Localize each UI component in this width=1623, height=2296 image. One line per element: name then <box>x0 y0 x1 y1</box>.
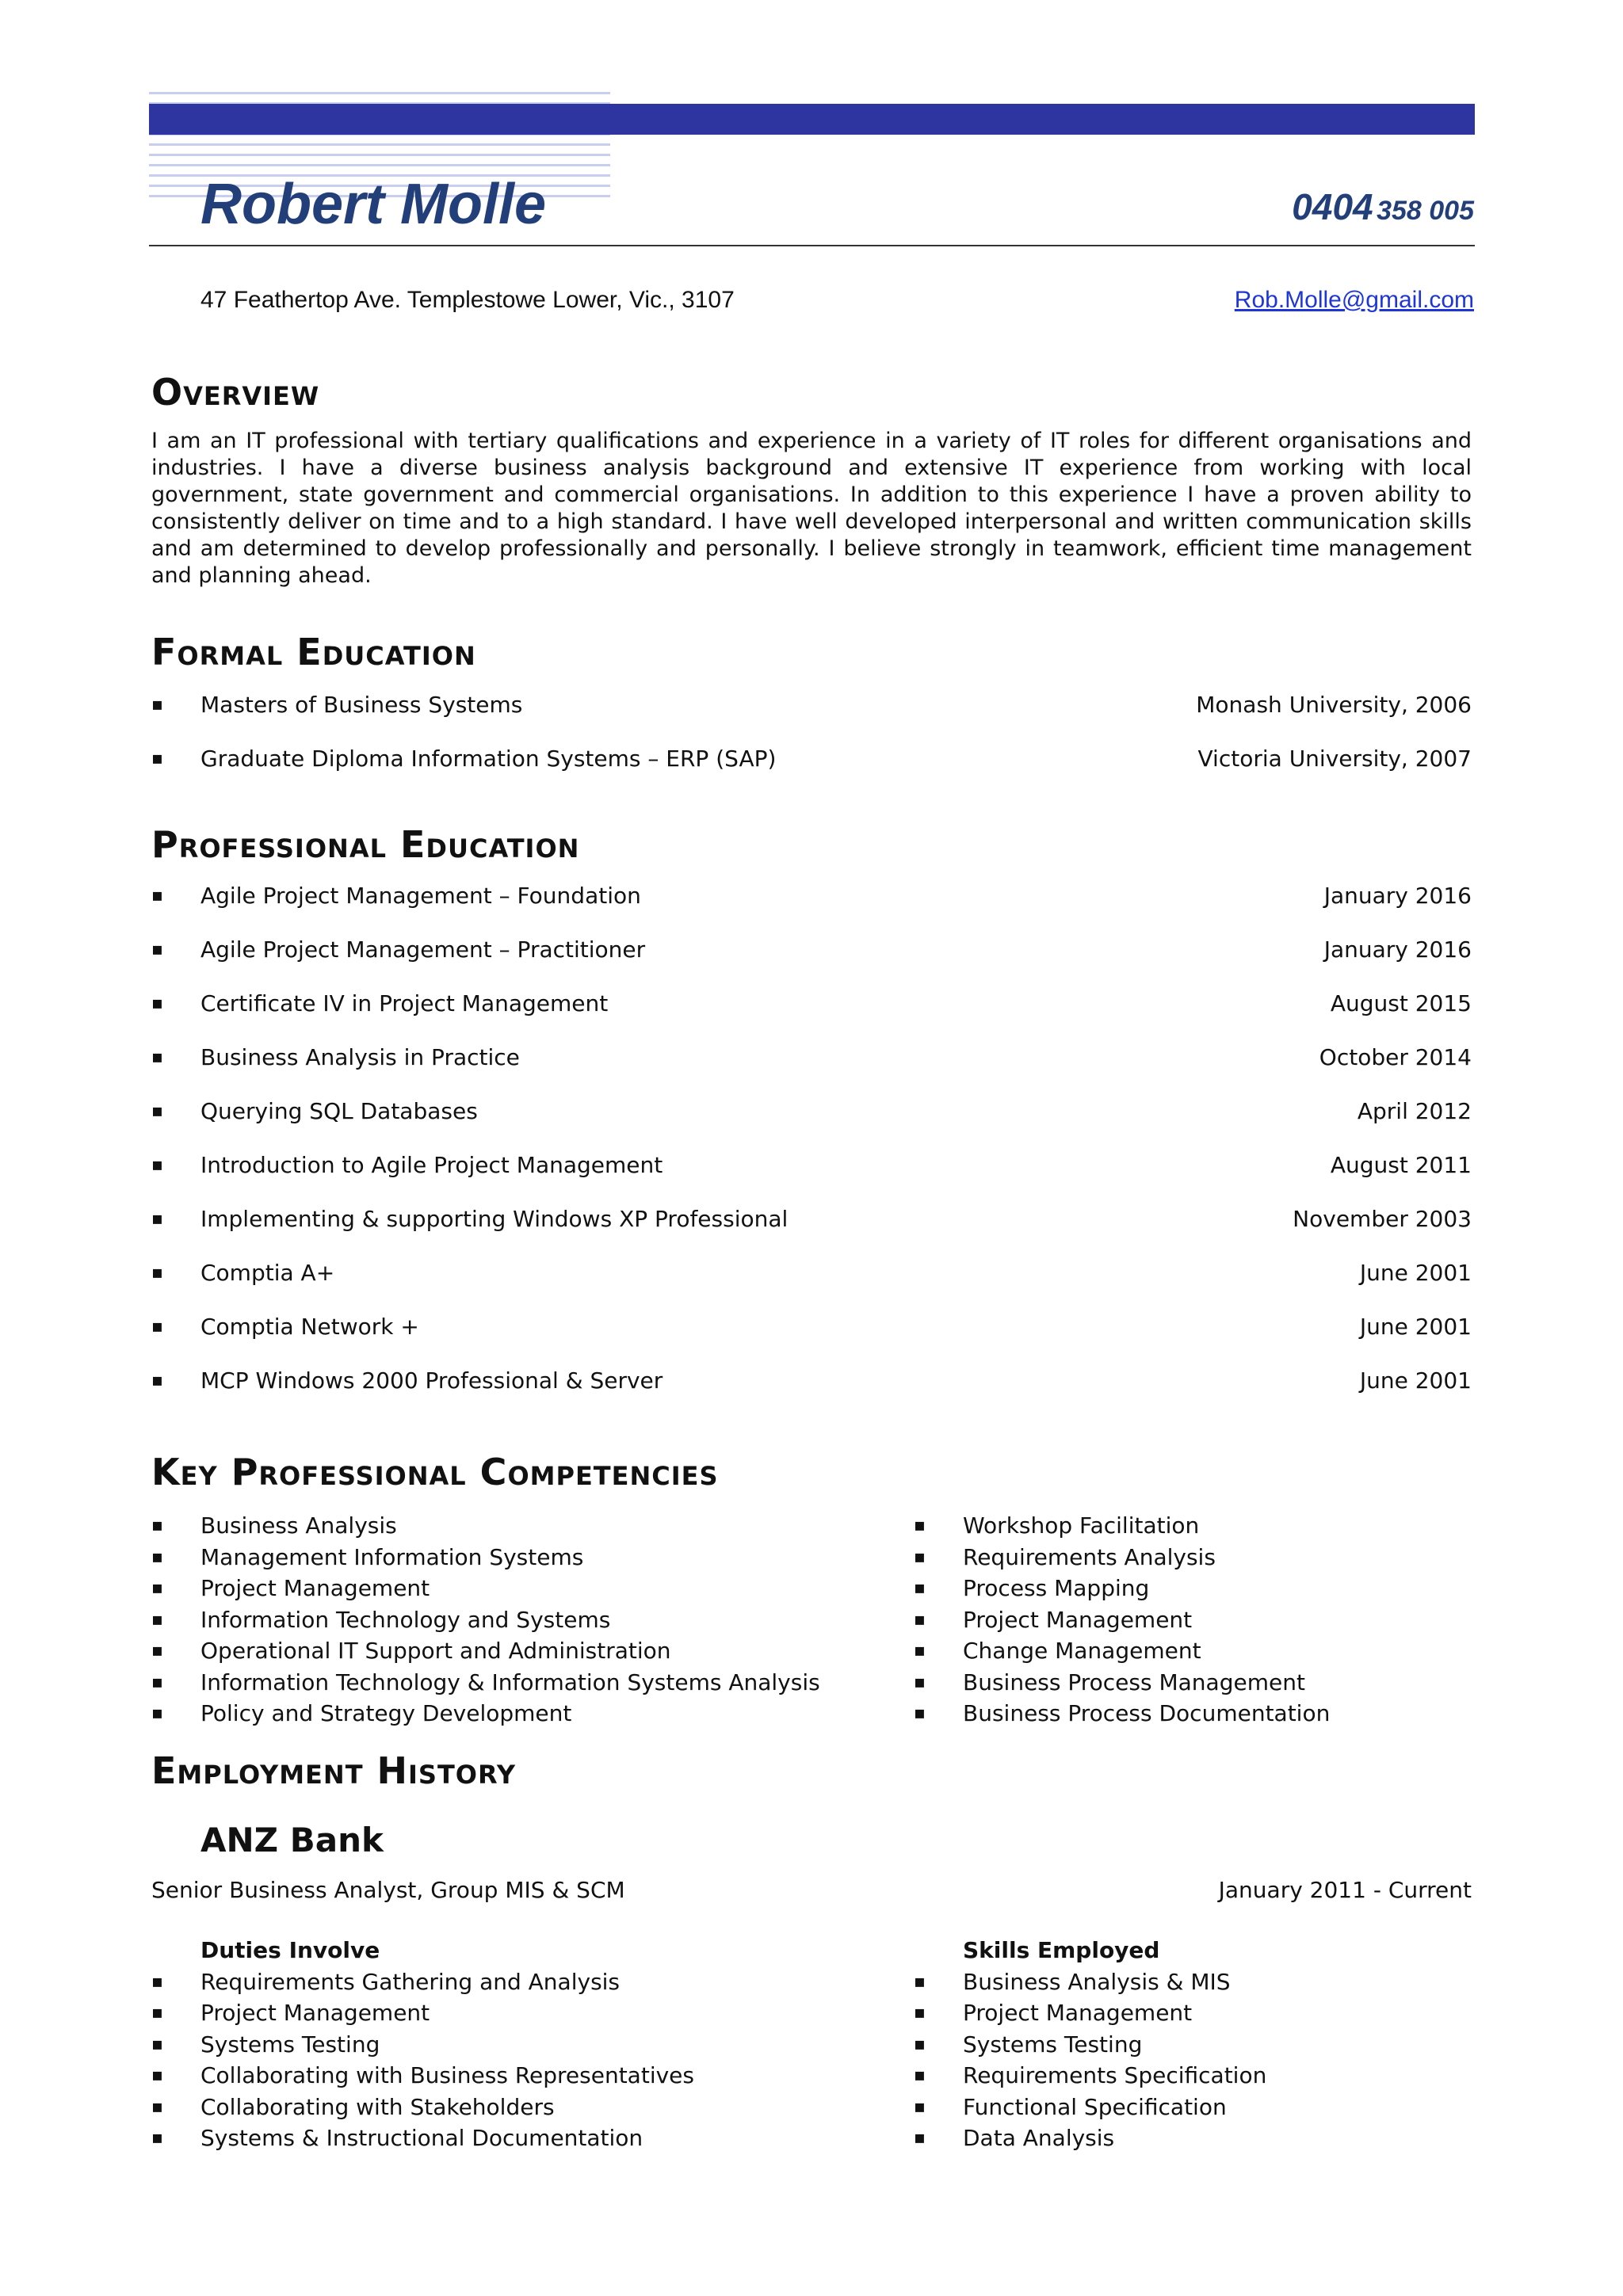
list-item <box>914 2029 1623 2061</box>
section-title-formal-education: Formal Education <box>151 631 476 673</box>
list-item <box>914 1997 1623 2029</box>
list-item <box>151 1313 1472 1341</box>
item-label: Collaborating with Business Representatives <box>200 2062 694 2088</box>
phone-rest: 358 005 <box>1377 196 1474 226</box>
list-item <box>151 2122 865 2154</box>
bullet-icon: ▪ <box>151 1971 163 1992</box>
bullet-icon: ▪ <box>151 1101 163 1121</box>
bullet-icon: ▪ <box>914 1672 926 1692</box>
bullet-icon: ▪ <box>914 2096 926 2117</box>
skills-column <box>914 1935 1623 2154</box>
bullet-icon: ▪ <box>151 2128 163 2148</box>
duties-heading: Duties Involve <box>200 1937 380 1963</box>
list-item <box>914 1573 1623 1604</box>
item-label: Requirements Analysis <box>963 1543 1216 1570</box>
list-item <box>151 1510 865 1542</box>
list-item <box>151 2092 865 2123</box>
competencies-left-column <box>151 1510 865 1730</box>
list-item <box>151 990 1472 1018</box>
item-label: Management Information Systems <box>200 1543 584 1570</box>
item-label: MCP Windows 2000 Professional & Server <box>200 1367 663 1394</box>
item-date: June 2001 <box>1359 1314 1472 1340</box>
item-label: Information Technology and Systems <box>200 1606 611 1633</box>
item-date: Victoria University, 2007 <box>1197 746 1472 772</box>
list-item <box>151 1997 865 2029</box>
bullet-icon: ▪ <box>151 1547 163 1567</box>
bullet-icon: ▪ <box>151 2034 163 2054</box>
item-label: Business Process Documentation <box>963 1700 1331 1726</box>
item-date: August 2011 <box>1330 1152 1472 1178</box>
bullet-icon: ▪ <box>151 1317 163 1337</box>
item-label: Project Management <box>963 1606 1193 1633</box>
phone-prefix: 0404 <box>1292 186 1373 227</box>
list-item <box>151 745 1472 773</box>
item-label: Policy and Strategy Development <box>200 1700 572 1726</box>
bullet-icon: ▪ <box>151 1209 163 1229</box>
bullet-icon: ▪ <box>914 2065 926 2085</box>
bullet-icon: ▪ <box>914 1703 926 1723</box>
item-date: Monash University, 2006 <box>1196 692 1472 718</box>
item-label: Querying SQL Databases <box>200 1098 478 1124</box>
bullet-icon: ▪ <box>151 1578 163 1598</box>
list-item <box>151 691 1472 719</box>
item-label: Project Management <box>200 2000 430 2026</box>
bullet-icon: ▪ <box>151 1516 163 1535</box>
bullet-icon: ▪ <box>151 1047 163 1067</box>
item-label: Process Mapping <box>963 1575 1150 1601</box>
header-divider <box>149 245 1475 246</box>
item-label: Requirements Specification <box>963 2062 1267 2088</box>
item-label: Introduction to Agile Project Management <box>200 1152 663 1178</box>
item-date: April 2012 <box>1357 1098 1472 1124</box>
item-date: August 2015 <box>1330 990 1472 1016</box>
item-date: January 2016 <box>1323 936 1472 963</box>
item-label: Data Analysis <box>963 2125 1115 2151</box>
list-item <box>914 1667 1623 1699</box>
bullet-icon: ▪ <box>151 940 163 959</box>
bullet-icon: ▪ <box>914 1578 926 1598</box>
list-item <box>914 1635 1623 1667</box>
competencies-right-column <box>914 1510 1623 1730</box>
list-item <box>151 2029 865 2061</box>
list-item <box>151 1097 1472 1126</box>
list-item <box>151 1667 865 1699</box>
item-label: Information Technology & Information Systems Analysis <box>200 1669 820 1695</box>
bullet-icon: ▪ <box>914 2034 926 2054</box>
item-label: Comptia A+ <box>200 1260 335 1286</box>
item-date: November 2003 <box>1293 1206 1472 1232</box>
bullet-icon: ▪ <box>151 1263 163 1283</box>
bullet-icon: ▪ <box>914 2003 926 2023</box>
item-label: Project Management <box>200 1575 430 1601</box>
list-item <box>914 1604 1623 1636</box>
item-label: Business Analysis & MIS <box>963 1968 1231 1995</box>
list-item <box>151 1966 865 1998</box>
job-row <box>151 1876 1472 1905</box>
list-item <box>151 2060 865 2092</box>
item-label: Agile Project Management – Practitioner <box>200 936 646 963</box>
address: 47 Feathertop Ave. Templestowe Lower, Vic., 3107 <box>200 287 735 313</box>
list-item <box>151 936 1472 964</box>
overview-text: I am an IT professional with tertiary qualifications and experience in a variety of IT roles for different organisations and industries. I have a diverse business analysis background and extensive IT experience from working with local government, state government and commercial organisations. In addition to this experience I have a proven ability to consistently deliver on time and to a high standard. I have well developed interpersonal and written communication skills and am determined to develop professionally and personally. I believe strongly in teamwork, efficient time management and planning ahead. <box>151 429 1472 588</box>
list-item <box>914 2092 1623 2123</box>
item-label: Implementing & supporting Windows XP Professional <box>200 1206 789 1232</box>
item-label: Graduate Diploma Information Systems – ERP (SAP) <box>200 746 777 772</box>
bullet-icon: ▪ <box>914 1609 926 1630</box>
list-item <box>914 1542 1623 1573</box>
job-dates: January 2011 - Current <box>1218 1877 1472 1903</box>
item-label: Agile Project Management – Foundation <box>200 883 641 909</box>
item-label: Business Process Management <box>963 1669 1305 1695</box>
bullet-icon: ▪ <box>151 2065 163 2085</box>
employer-name: ANZ Bank <box>200 1821 384 1859</box>
list-item <box>914 1698 1623 1730</box>
bullet-icon: ▪ <box>151 1371 163 1390</box>
email-link[interactable]: Rob.Molle@gmail.com <box>1234 287 1474 313</box>
list-item <box>914 1966 1623 1998</box>
section-title-professional-education: Professional Education <box>151 823 580 866</box>
item-label: Systems Testing <box>963 2031 1143 2058</box>
bullet-icon: ▪ <box>151 2096 163 2117</box>
item-label: Requirements Gathering and Analysis <box>200 1968 621 1995</box>
item-date: June 2001 <box>1359 1367 1472 1394</box>
item-label: Systems & Instructional Documentation <box>200 2125 643 2151</box>
item-label: Business Analysis in Practice <box>200 1044 520 1070</box>
bullet-icon: ▪ <box>151 1672 163 1692</box>
phone-number <box>1292 186 1474 227</box>
job-title: Senior Business Analyst, Group MIS & SCM <box>151 1877 625 1903</box>
bullet-icon: ▪ <box>914 1971 926 1992</box>
bullet-icon: ▪ <box>151 695 163 715</box>
item-label: Certificate IV in Project Management <box>200 990 609 1016</box>
item-label: Collaborating with Stakeholders <box>200 2093 555 2120</box>
list-item <box>151 1043 1472 1072</box>
item-date: June 2001 <box>1359 1260 1472 1286</box>
item-label: Operational IT Support and Administration <box>200 1638 671 1664</box>
header-accent-bar <box>149 104 1475 135</box>
list-item <box>914 1510 1623 1542</box>
bullet-icon: ▪ <box>151 1609 163 1630</box>
list-item <box>151 1151 1472 1180</box>
bullet-icon: ▪ <box>151 1703 163 1723</box>
item-date: October 2014 <box>1319 1044 1472 1070</box>
bullet-icon: ▪ <box>151 994 163 1013</box>
item-label: Comptia Network + <box>200 1314 419 1340</box>
section-title-overview: Overview <box>151 371 320 414</box>
list-item <box>151 1604 865 1636</box>
section-title-competencies: Key Professional Competencies <box>151 1451 719 1493</box>
item-label: Systems Testing <box>200 2031 380 2058</box>
bullet-icon: ▪ <box>151 749 163 769</box>
item-label: Business Analysis <box>200 1512 397 1539</box>
item-label: Functional Specification <box>963 2093 1227 2120</box>
item-label: Change Management <box>963 1638 1201 1664</box>
bullet-icon: ▪ <box>151 1155 163 1175</box>
list-item <box>151 1698 865 1730</box>
list-item <box>151 882 1472 910</box>
candidate-name: Robert Molle <box>200 173 547 236</box>
list-item <box>151 1259 1472 1287</box>
list-item <box>151 1205 1472 1234</box>
list-item <box>151 1635 865 1667</box>
list-item <box>914 2060 1623 2092</box>
list-item <box>151 1542 865 1573</box>
bullet-icon: ▪ <box>914 2128 926 2148</box>
list-item <box>914 2122 1623 2154</box>
bullet-icon: ▪ <box>914 1641 926 1661</box>
list-item <box>151 1573 865 1604</box>
skills-heading: Skills Employed <box>963 1937 1160 1963</box>
bullet-icon: ▪ <box>914 1516 926 1535</box>
bullet-icon: ▪ <box>151 886 163 906</box>
bullet-icon: ▪ <box>914 1547 926 1567</box>
item-date: January 2016 <box>1323 883 1472 909</box>
item-label: Masters of Business Systems <box>200 692 523 718</box>
duties-column <box>151 1935 865 2154</box>
item-label: Project Management <box>963 2000 1193 2026</box>
section-title-employment-history: Employment History <box>151 1749 517 1792</box>
item-label: Workshop Facilitation <box>963 1512 1200 1539</box>
bullet-icon: ▪ <box>151 2003 163 2023</box>
list-item <box>151 1367 1472 1395</box>
bullet-icon: ▪ <box>151 1641 163 1661</box>
